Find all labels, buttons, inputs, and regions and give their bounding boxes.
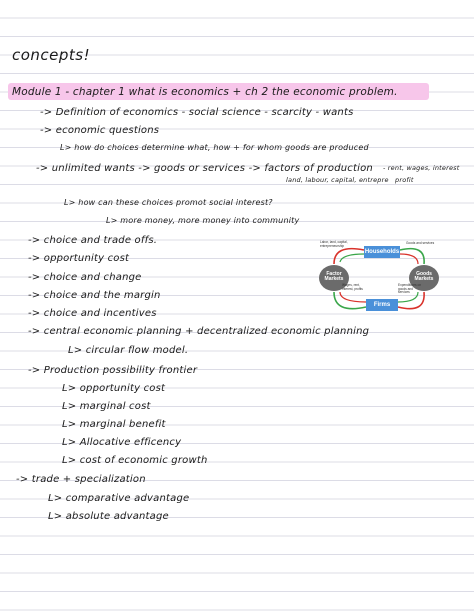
goods-markets-node: Goods Markets bbox=[409, 265, 439, 291]
label-goods-flow: Goods and services bbox=[406, 241, 435, 245]
label-income-flow: Wages, rent, interest, profits bbox=[342, 283, 363, 291]
circular-flow-diagram bbox=[318, 240, 442, 322]
note-line: -> Production possibility frontier bbox=[28, 365, 198, 376]
note-line: - rent, wages, interest bbox=[383, 164, 460, 172]
note-line: L> marginal cost bbox=[62, 401, 151, 412]
note-line: L> absolute advantage bbox=[48, 511, 169, 522]
page-title: concepts! bbox=[12, 46, 91, 64]
note-line: land, labour, capital, entrepre bbox=[286, 176, 389, 184]
note-line: L> cost of economic growth bbox=[62, 455, 208, 466]
note-line: L> opportunity cost bbox=[62, 383, 166, 394]
note-line: -> trade + specialization bbox=[16, 474, 146, 485]
module-header: Module 1 - chapter 1 what is economics + ch 2 the economic problem. bbox=[12, 86, 398, 98]
flow-arc-inner-bottom-left bbox=[340, 292, 366, 302]
note-line: -> choice and the margin bbox=[28, 290, 161, 301]
note-line: -> choice and change bbox=[28, 272, 142, 283]
note-line: -> central economic planning + decentralized economic planning bbox=[28, 326, 370, 337]
households-node: Households bbox=[364, 246, 400, 258]
note-line: L> more money, more money into community bbox=[106, 216, 300, 225]
flow-arc-top-left bbox=[334, 249, 364, 264]
label-factors-flow: Labor, land, capital, entrepreneurship bbox=[320, 240, 348, 248]
note-line: -> choice and trade offs. bbox=[28, 235, 158, 246]
label-expenditure-flow: Expenditures on goods and services bbox=[398, 283, 422, 295]
note-line: -> unlimited wants -> goods or services -> factors of production bbox=[36, 163, 373, 174]
note-line: L> comparative advantage bbox=[48, 493, 190, 504]
note-line: L> circular flow model. bbox=[68, 345, 189, 356]
note-line: -> economic questions bbox=[40, 125, 160, 136]
note-line: L> marginal benefit bbox=[62, 419, 166, 430]
note-line: -> choice and incentives bbox=[28, 308, 157, 319]
flow-arc-inner-top-left bbox=[340, 254, 364, 262]
note-line: -> Definition of economics - social science - scarcity - wants bbox=[40, 107, 354, 118]
note-line: profit bbox=[395, 176, 414, 184]
note-line: L> how can these choices promot social interest? bbox=[64, 198, 273, 207]
firms-node: Firms bbox=[366, 299, 398, 311]
note-line: -> opportunity cost bbox=[28, 253, 130, 264]
factor-markets-node: Factor Markets bbox=[319, 265, 349, 291]
flow-arc-inner-top-right bbox=[400, 254, 418, 264]
note-line: L> Allocative efficency bbox=[62, 437, 182, 448]
note-line: L> how do choices determine what, how + for whom goods are produced bbox=[60, 143, 369, 152]
